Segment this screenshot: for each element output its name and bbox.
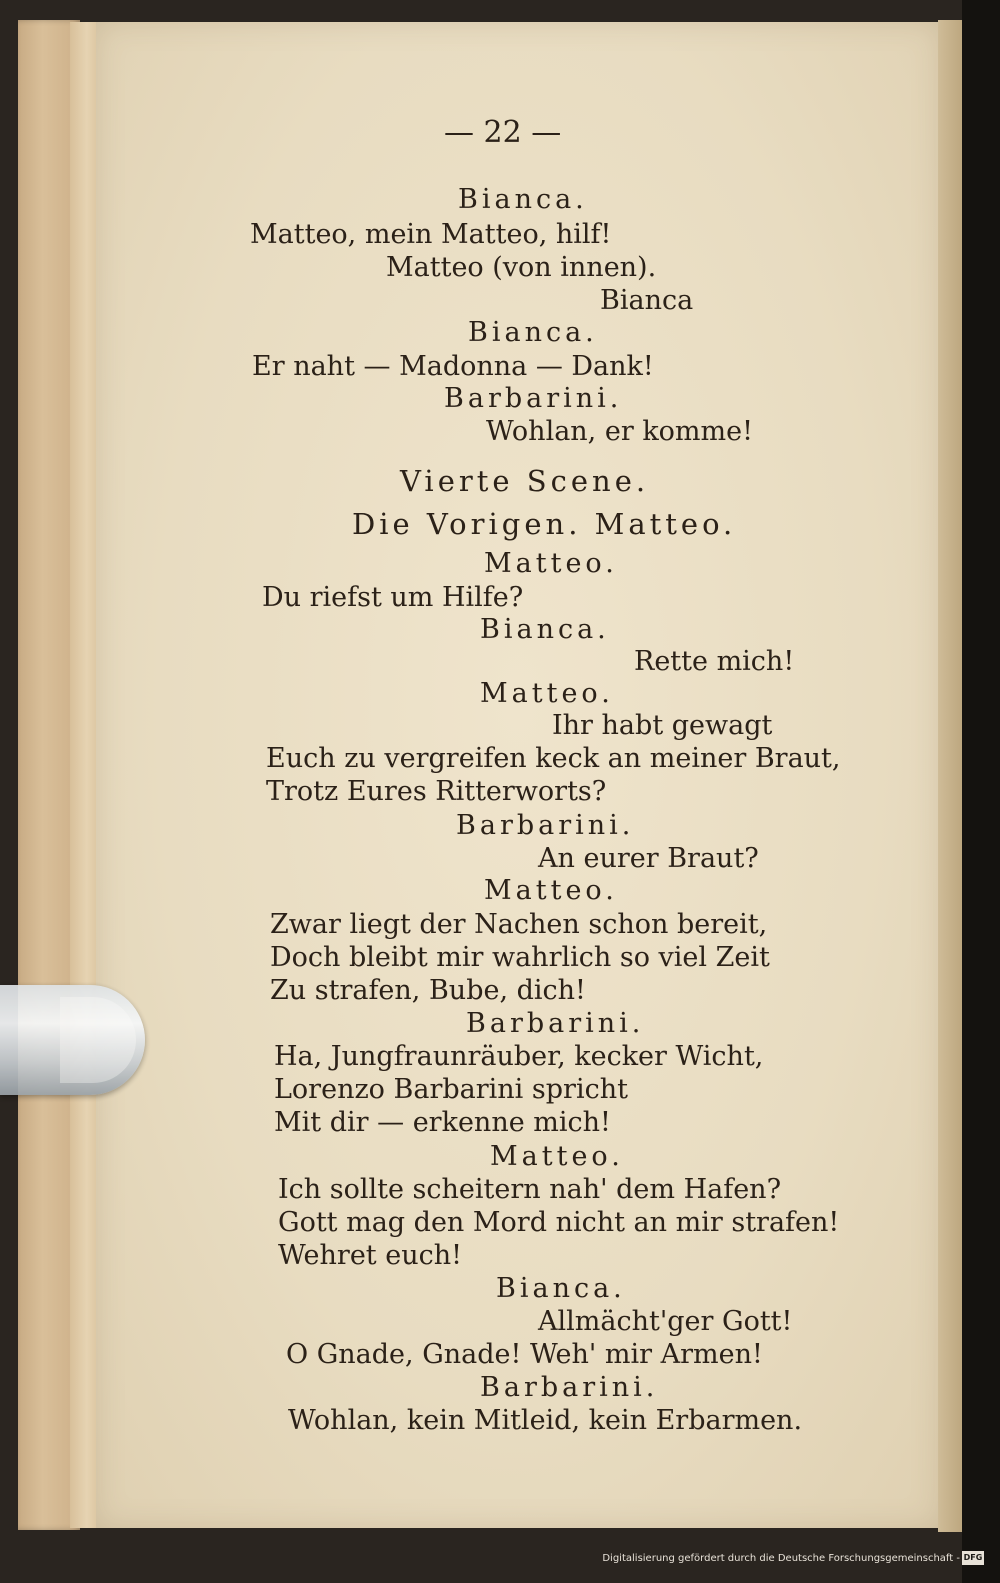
verse-line: Wehret euch! xyxy=(278,1240,462,1271)
verse-line: Wohlan, er komme! xyxy=(486,416,753,447)
speaker-label: Barbarini. xyxy=(480,1372,659,1403)
verse-line: Zwar liegt der Nachen schon bereit, xyxy=(270,909,768,940)
verse-line: Trotz Eures Ritterworts? xyxy=(266,776,607,807)
speaker-label: Bianca. xyxy=(468,317,598,348)
verse-line: Bianca xyxy=(600,285,694,316)
speaker-label: Matteo (von innen). xyxy=(386,252,657,283)
speaker-label: Barbarini. xyxy=(466,1008,645,1039)
speaker-label: Barbarini. xyxy=(456,810,635,841)
verse-line: Er naht — Madonna — Dank! xyxy=(252,351,654,382)
verse-line: Allmächt'ger Gott! xyxy=(538,1306,793,1337)
speaker-label: Bianca. xyxy=(480,614,610,645)
verse-line: Wohlan, kein Mitleid, kein Erbarmen. xyxy=(288,1405,803,1436)
speaker-label: Matteo. xyxy=(484,548,618,579)
stage-direction: Die Vorigen. Matteo. xyxy=(352,507,737,541)
verse-line: Ich sollte scheitern nah' dem Hafen? xyxy=(278,1174,782,1205)
scan-margin xyxy=(962,0,1000,1583)
speaker-label: Matteo. xyxy=(484,875,618,906)
verse-line: O Gnade, Gnade! Weh' mir Armen! xyxy=(286,1339,763,1370)
verse-line: Doch bleibt mir wahrlich so viel Zeit xyxy=(270,942,770,973)
verse-line: Matteo, mein Matteo, hilf! xyxy=(250,219,612,250)
page-clip xyxy=(0,985,145,1095)
verse-line: Gott mag den Mord nicht an mir strafen! xyxy=(278,1207,840,1238)
page-stack-edge xyxy=(70,22,98,1528)
verse-line: Zu strafen, Bube, dich! xyxy=(270,975,586,1006)
speaker-label: Bianca. xyxy=(496,1273,626,1304)
speaker-label: Matteo. xyxy=(480,678,614,709)
digitization-credit: Digitalisierung gefördert durch die Deutsche Forschungsgemeinschaft - xyxy=(602,1553,960,1564)
verse-line: An eurer Braut? xyxy=(538,843,759,874)
verse-line: Mit dir — erkenne mich! xyxy=(274,1107,611,1138)
page-right-edge xyxy=(938,20,962,1532)
verse-line: Rette mich! xyxy=(634,646,795,677)
verse-line: Ihr habt gewagt xyxy=(552,710,773,741)
speaker-label: Matteo. xyxy=(490,1141,624,1172)
verse-line: Euch zu vergreifen keck an meiner Braut, xyxy=(266,743,841,774)
scene-heading: Vierte Scene. xyxy=(400,464,650,498)
verse-line: Du riefst um Hilfe? xyxy=(262,582,524,613)
verse-line: Lorenzo Barbarini spricht xyxy=(274,1074,628,1105)
page-number: — 22 — xyxy=(444,115,562,150)
verse-line: Ha, Jungfraunräuber, kecker Wicht, xyxy=(274,1041,764,1072)
dfg-logo: DFG xyxy=(962,1551,984,1565)
speaker-label: Bianca. xyxy=(458,184,588,215)
speaker-label: Barbarini. xyxy=(444,383,623,414)
